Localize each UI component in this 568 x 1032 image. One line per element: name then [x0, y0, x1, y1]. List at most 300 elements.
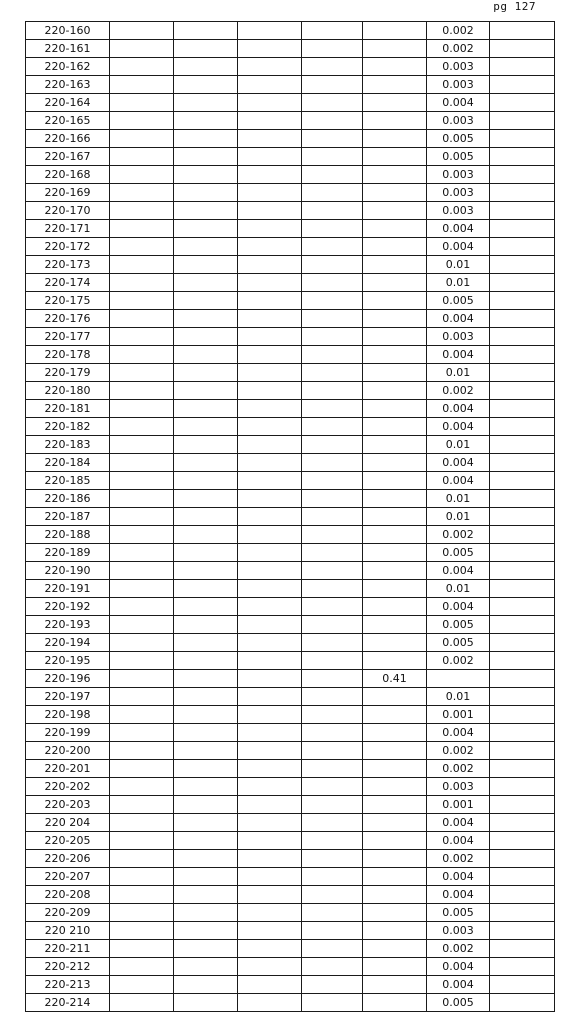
secondary-value-cell: [363, 778, 427, 796]
empty-cell: [174, 58, 238, 76]
id-cell: 220-185: [26, 472, 110, 490]
empty-cell: [490, 760, 555, 778]
empty-cell: [302, 346, 363, 364]
empty-cell: [174, 112, 238, 130]
empty-cell: [302, 796, 363, 814]
empty-cell: [238, 652, 302, 670]
empty-cell: [302, 760, 363, 778]
empty-cell: [238, 220, 302, 238]
empty-cell: [174, 184, 238, 202]
id-cell: 220-183: [26, 436, 110, 454]
data-table: [25, 21, 555, 1012]
empty-cell: [174, 364, 238, 382]
secondary-value-cell: [363, 850, 427, 868]
table-row: [26, 256, 555, 274]
empty-cell: [238, 706, 302, 724]
secondary-value-cell: [363, 814, 427, 832]
secondary-value-cell: [363, 130, 427, 148]
empty-cell: [302, 634, 363, 652]
empty-cell: [174, 742, 238, 760]
secondary-value-cell: [363, 508, 427, 526]
empty-cell: [238, 760, 302, 778]
secondary-value-cell: [363, 40, 427, 58]
empty-cell: [110, 832, 174, 850]
empty-cell: [238, 796, 302, 814]
id-cell: 220-186: [26, 490, 110, 508]
value-cell: 0.01: [427, 274, 490, 292]
value-cell: 0.002: [427, 940, 490, 958]
value-cell: 0.004: [427, 958, 490, 976]
value-cell: 0.004: [427, 886, 490, 904]
empty-cell: [174, 778, 238, 796]
empty-cell: [490, 256, 555, 274]
table-row: [26, 562, 555, 580]
secondary-value-cell: [363, 742, 427, 760]
value-cell: 0.004: [427, 238, 490, 256]
table-row: [26, 778, 555, 796]
secondary-value-cell: [363, 346, 427, 364]
empty-cell: [174, 688, 238, 706]
id-cell: 220-200: [26, 742, 110, 760]
empty-cell: [302, 58, 363, 76]
id-cell: 220-165: [26, 112, 110, 130]
empty-cell: [302, 436, 363, 454]
secondary-value-cell: [363, 58, 427, 76]
value-cell: 0.004: [427, 598, 490, 616]
empty-cell: [490, 220, 555, 238]
value-cell: 0.005: [427, 292, 490, 310]
empty-cell: [174, 382, 238, 400]
id-cell: 220-194: [26, 634, 110, 652]
table-row: [26, 490, 555, 508]
empty-cell: [238, 598, 302, 616]
secondary-value-cell: [363, 328, 427, 346]
secondary-value-cell: [363, 760, 427, 778]
empty-cell: [110, 634, 174, 652]
table-row: [26, 814, 555, 832]
empty-cell: [238, 148, 302, 166]
secondary-value-cell: 0.41: [363, 670, 427, 688]
value-cell: 0.01: [427, 580, 490, 598]
empty-cell: [174, 904, 238, 922]
value-cell: 0.004: [427, 562, 490, 580]
value-cell: [427, 670, 490, 688]
empty-cell: [490, 292, 555, 310]
value-cell: 0.002: [427, 760, 490, 778]
empty-cell: [302, 598, 363, 616]
value-cell: 0.004: [427, 94, 490, 112]
table-row: [26, 580, 555, 598]
id-cell: 220-205: [26, 832, 110, 850]
table-row: [26, 652, 555, 670]
empty-cell: [110, 616, 174, 634]
empty-cell: [174, 418, 238, 436]
empty-cell: [174, 310, 238, 328]
empty-cell: [490, 814, 555, 832]
empty-cell: [110, 490, 174, 508]
empty-cell: [302, 958, 363, 976]
empty-cell: [238, 310, 302, 328]
empty-cell: [238, 976, 302, 994]
table-row: [26, 616, 555, 634]
secondary-value-cell: [363, 940, 427, 958]
table-row: [26, 976, 555, 994]
table-row: [26, 364, 555, 382]
id-cell: 220-161: [26, 40, 110, 58]
empty-cell: [238, 670, 302, 688]
empty-cell: [110, 22, 174, 40]
empty-cell: [110, 40, 174, 58]
id-cell: 220-212: [26, 958, 110, 976]
empty-cell: [302, 148, 363, 166]
empty-cell: [302, 706, 363, 724]
secondary-value-cell: [363, 904, 427, 922]
empty-cell: [490, 616, 555, 634]
empty-cell: [302, 328, 363, 346]
empty-cell: [110, 220, 174, 238]
id-cell: 220-192: [26, 598, 110, 616]
empty-cell: [238, 274, 302, 292]
value-cell: 0.004: [427, 976, 490, 994]
empty-cell: [110, 706, 174, 724]
empty-cell: [490, 544, 555, 562]
table-row: [26, 292, 555, 310]
table-row: [26, 58, 555, 76]
table-row: [26, 832, 555, 850]
empty-cell: [490, 418, 555, 436]
value-cell: 0.004: [427, 418, 490, 436]
empty-cell: [238, 22, 302, 40]
secondary-value-cell: [363, 292, 427, 310]
table-row: [26, 994, 555, 1012]
secondary-value-cell: [363, 598, 427, 616]
table-row: [26, 238, 555, 256]
secondary-value-cell: [363, 634, 427, 652]
id-cell: 220-193: [26, 616, 110, 634]
empty-cell: [238, 562, 302, 580]
empty-cell: [302, 976, 363, 994]
empty-cell: [238, 616, 302, 634]
empty-cell: [238, 436, 302, 454]
empty-cell: [238, 724, 302, 742]
id-cell: 220-207: [26, 868, 110, 886]
empty-cell: [174, 598, 238, 616]
empty-cell: [110, 418, 174, 436]
empty-cell: [302, 292, 363, 310]
empty-cell: [238, 40, 302, 58]
empty-cell: [174, 886, 238, 904]
empty-cell: [110, 598, 174, 616]
secondary-value-cell: [363, 490, 427, 508]
table-row: [26, 346, 555, 364]
empty-cell: [110, 364, 174, 382]
empty-cell: [110, 886, 174, 904]
empty-cell: [490, 958, 555, 976]
empty-cell: [110, 94, 174, 112]
value-cell: 0.003: [427, 166, 490, 184]
empty-cell: [302, 382, 363, 400]
value-cell: 0.004: [427, 346, 490, 364]
secondary-value-cell: [363, 418, 427, 436]
empty-cell: [110, 724, 174, 742]
value-cell: 0.004: [427, 220, 490, 238]
id-cell: 220-182: [26, 418, 110, 436]
empty-cell: [490, 922, 555, 940]
secondary-value-cell: [363, 400, 427, 418]
table-row: [26, 382, 555, 400]
value-cell: 0.005: [427, 634, 490, 652]
secondary-value-cell: [363, 472, 427, 490]
empty-cell: [238, 778, 302, 796]
empty-cell: [238, 76, 302, 94]
empty-cell: [110, 454, 174, 472]
table-row: [26, 544, 555, 562]
value-cell: 0.002: [427, 40, 490, 58]
empty-cell: [238, 130, 302, 148]
empty-cell: [490, 724, 555, 742]
value-cell: 0.005: [427, 994, 490, 1012]
empty-cell: [238, 184, 302, 202]
id-cell: 220-163: [26, 76, 110, 94]
value-cell: 0.003: [427, 328, 490, 346]
empty-cell: [174, 580, 238, 598]
empty-cell: [490, 40, 555, 58]
empty-cell: [490, 58, 555, 76]
empty-cell: [302, 904, 363, 922]
table-row: [26, 400, 555, 418]
empty-cell: [110, 688, 174, 706]
secondary-value-cell: [363, 220, 427, 238]
id-cell: 220-180: [26, 382, 110, 400]
empty-cell: [490, 400, 555, 418]
id-cell: 220 210: [26, 922, 110, 940]
table-row: [26, 868, 555, 886]
value-cell: 0.004: [427, 400, 490, 418]
empty-cell: [490, 670, 555, 688]
empty-cell: [490, 238, 555, 256]
empty-cell: [174, 292, 238, 310]
table-row: [26, 958, 555, 976]
id-cell: 220-197: [26, 688, 110, 706]
empty-cell: [490, 166, 555, 184]
empty-cell: [490, 994, 555, 1012]
table-row: [26, 796, 555, 814]
empty-cell: [238, 904, 302, 922]
secondary-value-cell: [363, 436, 427, 454]
empty-cell: [238, 850, 302, 868]
value-cell: 0.004: [427, 814, 490, 832]
secondary-value-cell: [363, 976, 427, 994]
empty-cell: [490, 328, 555, 346]
empty-cell: [174, 166, 238, 184]
empty-cell: [174, 958, 238, 976]
table-row: [26, 760, 555, 778]
secondary-value-cell: [363, 364, 427, 382]
empty-cell: [302, 22, 363, 40]
id-cell: 220-190: [26, 562, 110, 580]
empty-cell: [302, 886, 363, 904]
empty-cell: [174, 256, 238, 274]
empty-cell: [110, 346, 174, 364]
id-cell: 220-177: [26, 328, 110, 346]
empty-cell: [490, 112, 555, 130]
table-row: [26, 688, 555, 706]
table-row: [26, 310, 555, 328]
empty-cell: [174, 40, 238, 58]
table-row: [26, 436, 555, 454]
empty-cell: [110, 904, 174, 922]
empty-cell: [110, 562, 174, 580]
empty-cell: [110, 58, 174, 76]
empty-cell: [302, 868, 363, 886]
empty-cell: [490, 472, 555, 490]
secondary-value-cell: [363, 994, 427, 1012]
empty-cell: [174, 796, 238, 814]
empty-cell: [174, 814, 238, 832]
table-row: [26, 742, 555, 760]
secondary-value-cell: [363, 202, 427, 220]
table-row: [26, 886, 555, 904]
id-cell: 220-201: [26, 760, 110, 778]
value-cell: 0.005: [427, 130, 490, 148]
id-cell: 220-202: [26, 778, 110, 796]
empty-cell: [110, 814, 174, 832]
table-row: [26, 112, 555, 130]
table-row: [26, 148, 555, 166]
value-cell: 0.002: [427, 526, 490, 544]
empty-cell: [174, 832, 238, 850]
table-row: [26, 40, 555, 58]
empty-cell: [302, 472, 363, 490]
empty-cell: [174, 220, 238, 238]
empty-cell: [302, 616, 363, 634]
table-row: [26, 706, 555, 724]
secondary-value-cell: [363, 796, 427, 814]
value-cell: 0.002: [427, 850, 490, 868]
empty-cell: [490, 886, 555, 904]
empty-cell: [302, 940, 363, 958]
table-row: [26, 922, 555, 940]
empty-cell: [238, 958, 302, 976]
secondary-value-cell: [363, 310, 427, 328]
secondary-value-cell: [363, 562, 427, 580]
empty-cell: [238, 112, 302, 130]
empty-cell: [174, 940, 238, 958]
id-cell: 220-160: [26, 22, 110, 40]
empty-cell: [174, 526, 238, 544]
empty-cell: [110, 652, 174, 670]
empty-cell: [238, 526, 302, 544]
empty-cell: [302, 454, 363, 472]
empty-cell: [110, 112, 174, 130]
empty-cell: [302, 544, 363, 562]
empty-cell: [302, 994, 363, 1012]
value-cell: 0.004: [427, 868, 490, 886]
value-cell: 0.002: [427, 652, 490, 670]
secondary-value-cell: [363, 166, 427, 184]
empty-cell: [174, 922, 238, 940]
empty-cell: [238, 742, 302, 760]
empty-cell: [174, 76, 238, 94]
table-body: [26, 22, 555, 1012]
empty-cell: [490, 940, 555, 958]
empty-cell: [110, 958, 174, 976]
value-cell: 0.003: [427, 76, 490, 94]
value-cell: 0.005: [427, 148, 490, 166]
empty-cell: [302, 490, 363, 508]
empty-cell: [110, 292, 174, 310]
empty-cell: [490, 634, 555, 652]
empty-cell: [302, 580, 363, 598]
value-cell: 0.004: [427, 472, 490, 490]
table-row: [26, 904, 555, 922]
empty-cell: [238, 292, 302, 310]
table-row: [26, 526, 555, 544]
id-cell: 220-209: [26, 904, 110, 922]
empty-cell: [110, 742, 174, 760]
empty-cell: [110, 274, 174, 292]
id-cell: 220-195: [26, 652, 110, 670]
empty-cell: [110, 508, 174, 526]
secondary-value-cell: [363, 958, 427, 976]
table-row: [26, 130, 555, 148]
empty-cell: [238, 256, 302, 274]
empty-cell: [302, 652, 363, 670]
empty-cell: [490, 562, 555, 580]
empty-cell: [174, 274, 238, 292]
empty-cell: [490, 22, 555, 40]
empty-cell: [490, 742, 555, 760]
empty-cell: [174, 148, 238, 166]
empty-cell: [490, 310, 555, 328]
empty-cell: [238, 328, 302, 346]
empty-cell: [302, 562, 363, 580]
secondary-value-cell: [363, 580, 427, 598]
table-row: [26, 634, 555, 652]
empty-cell: [490, 148, 555, 166]
empty-cell: [490, 346, 555, 364]
table-row: [26, 94, 555, 112]
value-cell: 0.001: [427, 706, 490, 724]
empty-cell: [302, 400, 363, 418]
secondary-value-cell: [363, 112, 427, 130]
id-cell: 220-166: [26, 130, 110, 148]
empty-cell: [174, 868, 238, 886]
empty-cell: [110, 472, 174, 490]
page-number: pg 127: [493, 0, 536, 13]
empty-cell: [174, 346, 238, 364]
value-cell: 0.003: [427, 184, 490, 202]
id-cell: 220-174: [26, 274, 110, 292]
empty-cell: [490, 796, 555, 814]
empty-cell: [490, 382, 555, 400]
empty-cell: [174, 130, 238, 148]
empty-cell: [490, 94, 555, 112]
empty-cell: [238, 508, 302, 526]
empty-cell: [174, 544, 238, 562]
empty-cell: [174, 94, 238, 112]
empty-cell: [490, 508, 555, 526]
secondary-value-cell: [363, 706, 427, 724]
secondary-value-cell: [363, 76, 427, 94]
secondary-value-cell: [363, 868, 427, 886]
empty-cell: [302, 256, 363, 274]
table-row: [26, 598, 555, 616]
value-cell: 0.003: [427, 202, 490, 220]
table-row: [26, 166, 555, 184]
secondary-value-cell: [363, 184, 427, 202]
secondary-value-cell: [363, 652, 427, 670]
